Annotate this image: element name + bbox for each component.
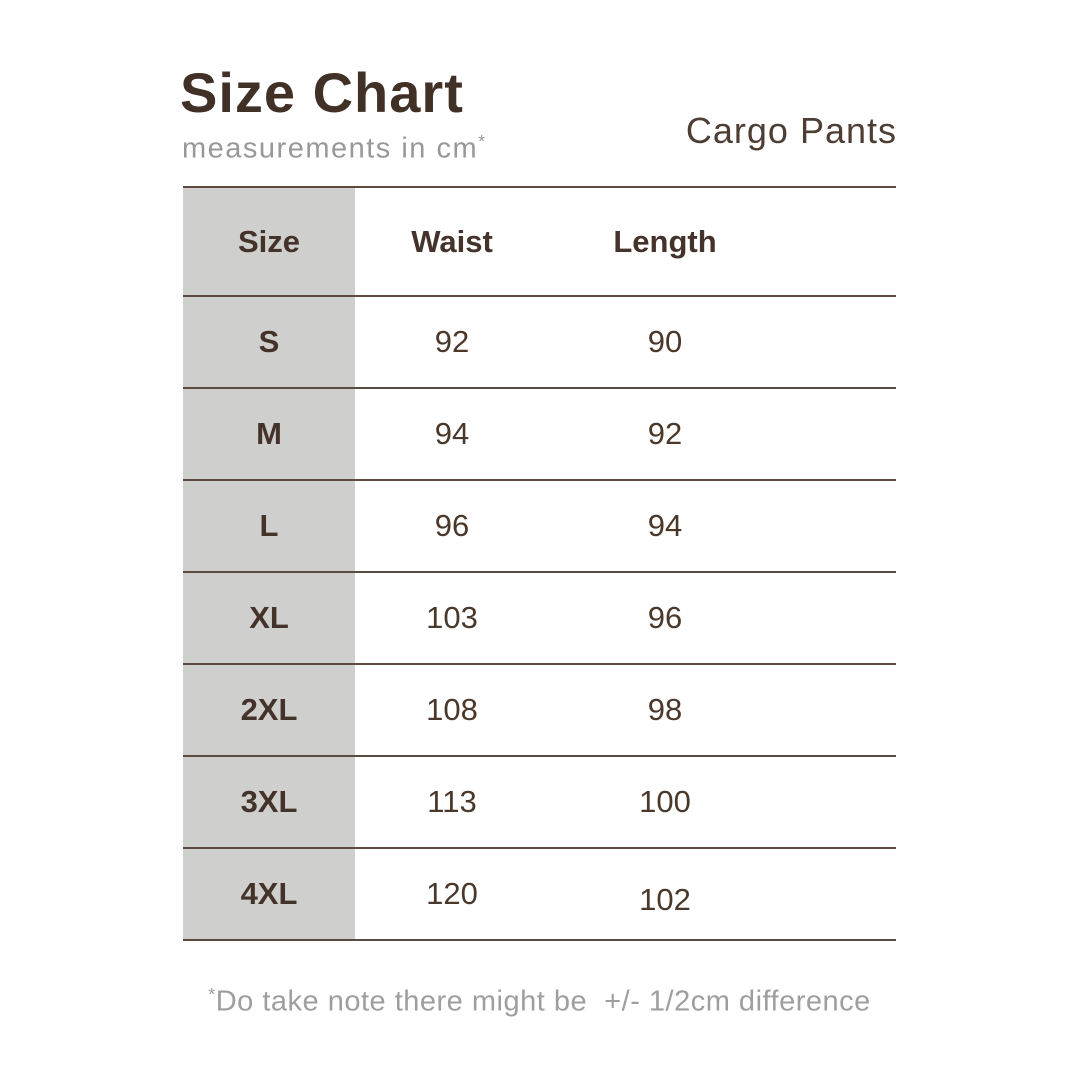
- product-name: Cargo Pants: [685, 110, 897, 151]
- page-title: Size Chart: [180, 61, 464, 124]
- size-cell: 4XL: [183, 849, 355, 939]
- size-cell: S: [183, 297, 355, 387]
- column-header-length: Length: [613, 223, 717, 259]
- table-row: [183, 573, 896, 665]
- waist-cell: 92: [434, 324, 470, 359]
- row-spacer: [781, 481, 896, 571]
- size-cell: XL: [183, 573, 355, 663]
- waist-cell: 108: [426, 692, 478, 727]
- waist-cell: 94: [434, 416, 470, 451]
- table-row: [183, 481, 896, 573]
- header-spacer: [781, 188, 896, 295]
- waist-cell: 103: [426, 600, 478, 635]
- row-spacer: [781, 297, 896, 387]
- column-header-waist: Waist: [411, 223, 493, 259]
- table-row: [183, 389, 896, 481]
- subtitle-text: measurements in cm: [182, 132, 479, 165]
- row-spacer: [781, 389, 896, 479]
- row-spacer: [781, 665, 896, 755]
- row-spacer: [781, 573, 896, 663]
- size-table: [183, 186, 896, 941]
- waist-cell: 120: [426, 876, 478, 911]
- subtitle-asterisk: *: [478, 131, 487, 151]
- table-header-row: [183, 188, 896, 297]
- table-row: [183, 849, 896, 941]
- footnote-text: Do take note there might be +/- 1/2cm difference: [215, 985, 871, 1018]
- length-cell: 96: [647, 600, 683, 635]
- length-cell: 98: [647, 692, 683, 727]
- length-cell: 94: [647, 508, 683, 543]
- size-cell: M: [183, 389, 355, 479]
- waist-cell: 96: [434, 508, 470, 543]
- length-cell: 102: [639, 882, 691, 917]
- length-cell: 100: [639, 784, 691, 819]
- row-spacer: [781, 849, 896, 939]
- size-cell: 3XL: [183, 757, 355, 847]
- size-cell: 2XL: [183, 665, 355, 755]
- table-row: [183, 757, 896, 849]
- waist-cell: 113: [427, 784, 477, 819]
- row-spacer: [781, 757, 896, 847]
- length-cell: 90: [647, 324, 683, 359]
- length-cell: 92: [647, 416, 683, 451]
- table-row: [183, 665, 896, 757]
- footnote: [183, 984, 896, 1019]
- footnote-asterisk: *: [208, 984, 216, 1004]
- size-cell: L: [183, 481, 355, 571]
- subtitle: [182, 131, 487, 166]
- column-header-size: Size: [183, 188, 355, 295]
- table-row: [183, 297, 896, 389]
